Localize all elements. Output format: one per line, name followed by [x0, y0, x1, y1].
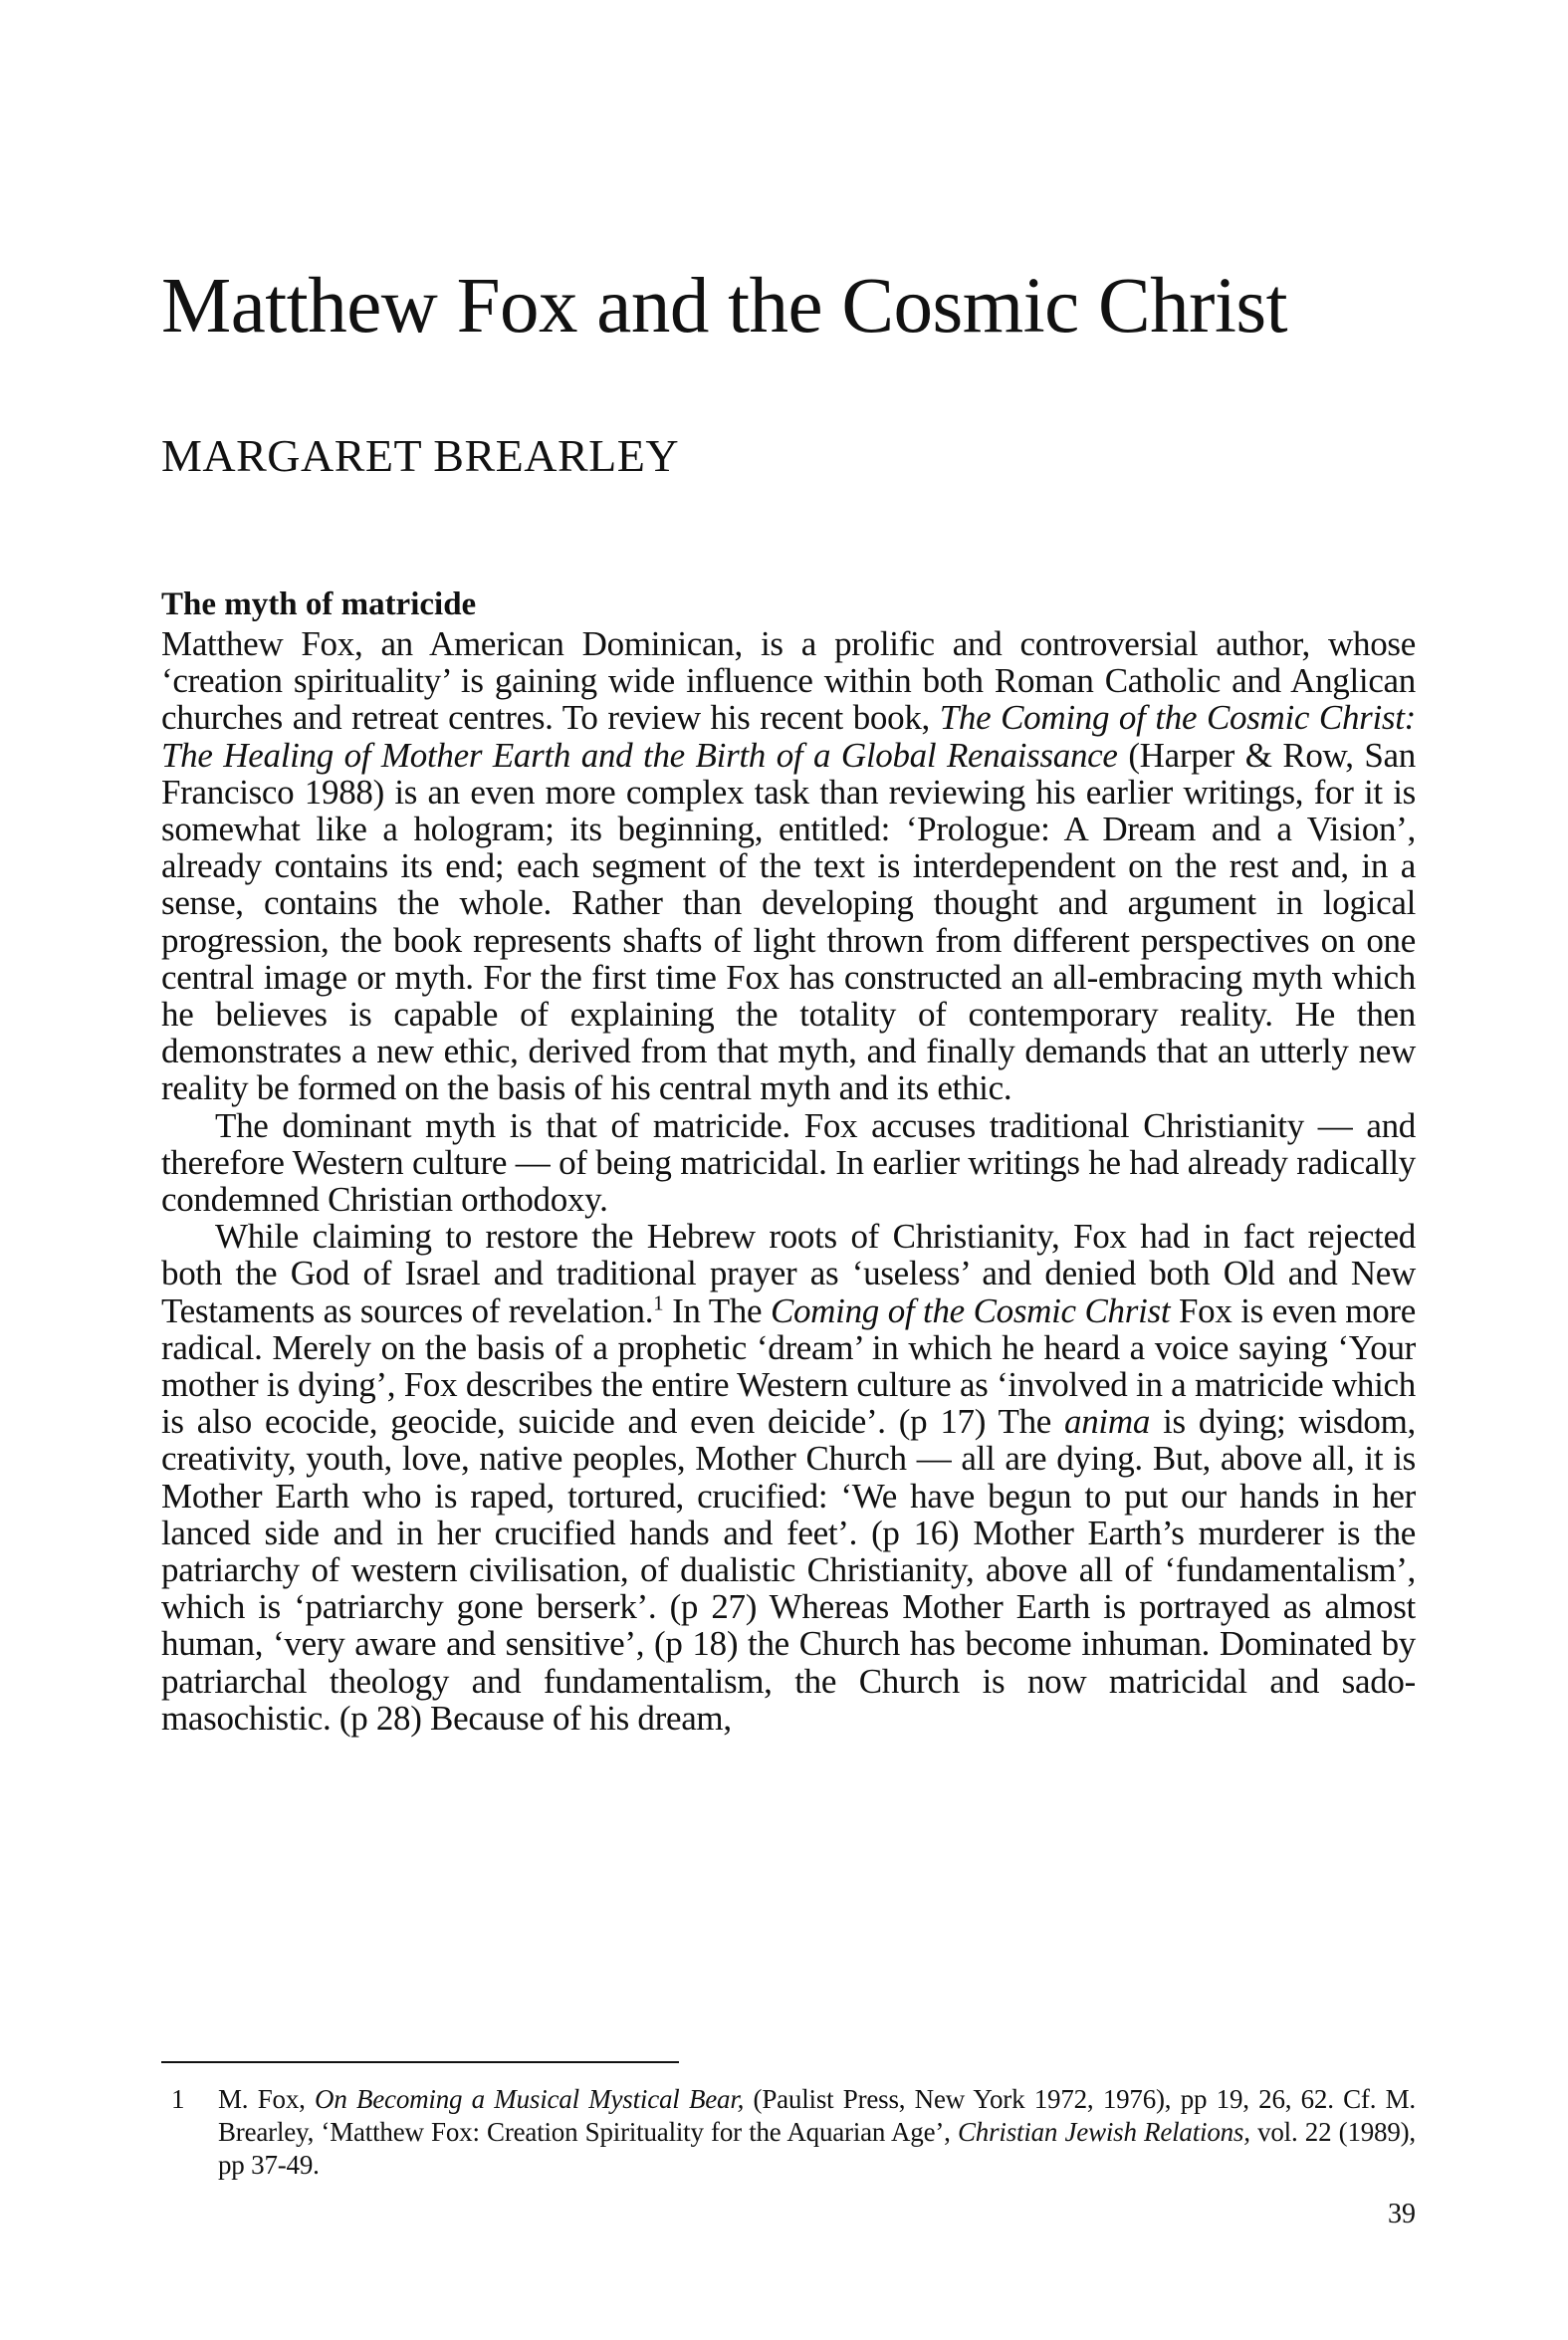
footnote-text-3: vol. 22 (1989), pp 37-49.: [218, 2117, 1416, 2180]
paragraph-1-text-1: Matthew Fox, an American Dominican, is a prolific and controversial author, whose ‘creation spirituality’ is gaining wide influence within both Roman Catholic and Anglican churches and retreat centres. To review his recent book,: [161, 624, 1416, 738]
footnote-italic-2: Christian Jewish Relations,: [958, 2117, 1250, 2147]
paragraph-1: [161, 625, 1416, 1107]
paragraph-2-text: The dominant myth is that of matricide. Fox accuses traditional Christianity — and therefore Western culture — of being matricidal. In earlier writings he had already radically condemned Christian orthodoxy.: [161, 1105, 1416, 1220]
book-title-italic: The Coming of the Cosmic Christ: The Healing of Mother Earth and the Birth of a Global Renaissance: [161, 698, 1417, 775]
paragraph-3-text-1: While claiming to restore the Hebrew roots of Christianity, Fox had in fact rejected both the God of Israel and traditional prayer as ‘useless’ and denied both Old and New Testaments as sources of revelation.: [161, 1217, 1416, 1330]
paragraph-3-text-2: In The: [663, 1290, 771, 1330]
paragraph-3-text-4: is dying; wisdom, creativity, youth, love, native peoples, Mother Church — all are dying. But, above all, it is Mother Earth who is raped, tortured, crucified: ‘We have begun to put our hands in her lanced side and in her crucified hands and feet’. (p 16) Mother Earth’s murderer is the patriarchy of western civilisation, of dualistic Christianity, above all of ‘fundamentalism’, which is ‘patriarchy gone berserk’. (p 27) Whereas Mother Earth is portrayed as almost human, ‘very aware and sensitive’, (p 18) the Church has become inhuman. Dominated by patriarchal theology and fundamentalism, the Church is now matricidal and sado-masochistic. (p 28) Because of his dream,: [161, 1402, 1416, 1738]
paragraph-2: [161, 1107, 1416, 1219]
footnote-text-2: (Paulist Press, New York 1972, 1976), pp 19, 26, 62. Cf. M. Brearley, ‘Matthew Fox: Creation Spirituality for the Aquarian Age’,: [218, 2084, 1416, 2147]
paragraph-3-italic-1: Coming of the Cosmic Christ: [770, 1290, 1171, 1330]
paragraph-3-text-3: Fox is even more radical. Merely on the basis of a prophetic ‘dream’ in which he heard a voice saying ‘Your mother is dying’, Fox describes the entire Western culture as ‘involved in a matricide which is also ecocide, geocide, suicide and even deicide’. (p 17) The: [161, 1290, 1416, 1442]
article-title: Matthew Fox and the Cosmic Christ: [161, 263, 1288, 350]
footnote: [161, 2083, 1416, 2182]
article-body: [161, 584, 1416, 1737]
article-page: [161, 0, 1416, 2340]
footnote-italic-1: On Becoming a Musical Mystical Bear,: [315, 2084, 745, 2114]
footnote-text: [218, 2083, 1416, 2182]
section-heading: The myth of matricide: [161, 586, 477, 622]
footnote-divider: [161, 2061, 679, 2063]
article-author: MARGARET BREARLEY: [161, 430, 680, 481]
paragraph-3: [161, 1218, 1416, 1737]
paragraph-1-text-2: (Harper & Row, San Francisco 1988) is an even more complex task than reviewing his earlier writings, for it is somewhat like a hologram; its beginning, entitled: ‘Prologue: A Dream and a Vision’, already contains its end; each segment of the text is interdependent on the rest and, in a sense, contains the whole. Rather than developing thought and argument in logical progression, the book represents shafts of light thrown from different perspectives on one central image or myth. For the first time Fox has constructed an all-embracing myth which he believes is capable of explaining the totality of contemporary reality. He then demonstrates a new ethic, derived from that myth, and finally demands that an utterly new reality be formed on the basis of his central myth and its ethic.: [161, 735, 1416, 1108]
footnote-reference[interactable]: 1: [653, 1290, 664, 1314]
footnote-text-1: M. Fox,: [218, 2084, 316, 2114]
paragraph-3-italic-anima: anima: [1064, 1402, 1151, 1442]
page-number: 39: [1388, 2199, 1416, 2229]
footnote-number: 1: [171, 2084, 185, 2114]
